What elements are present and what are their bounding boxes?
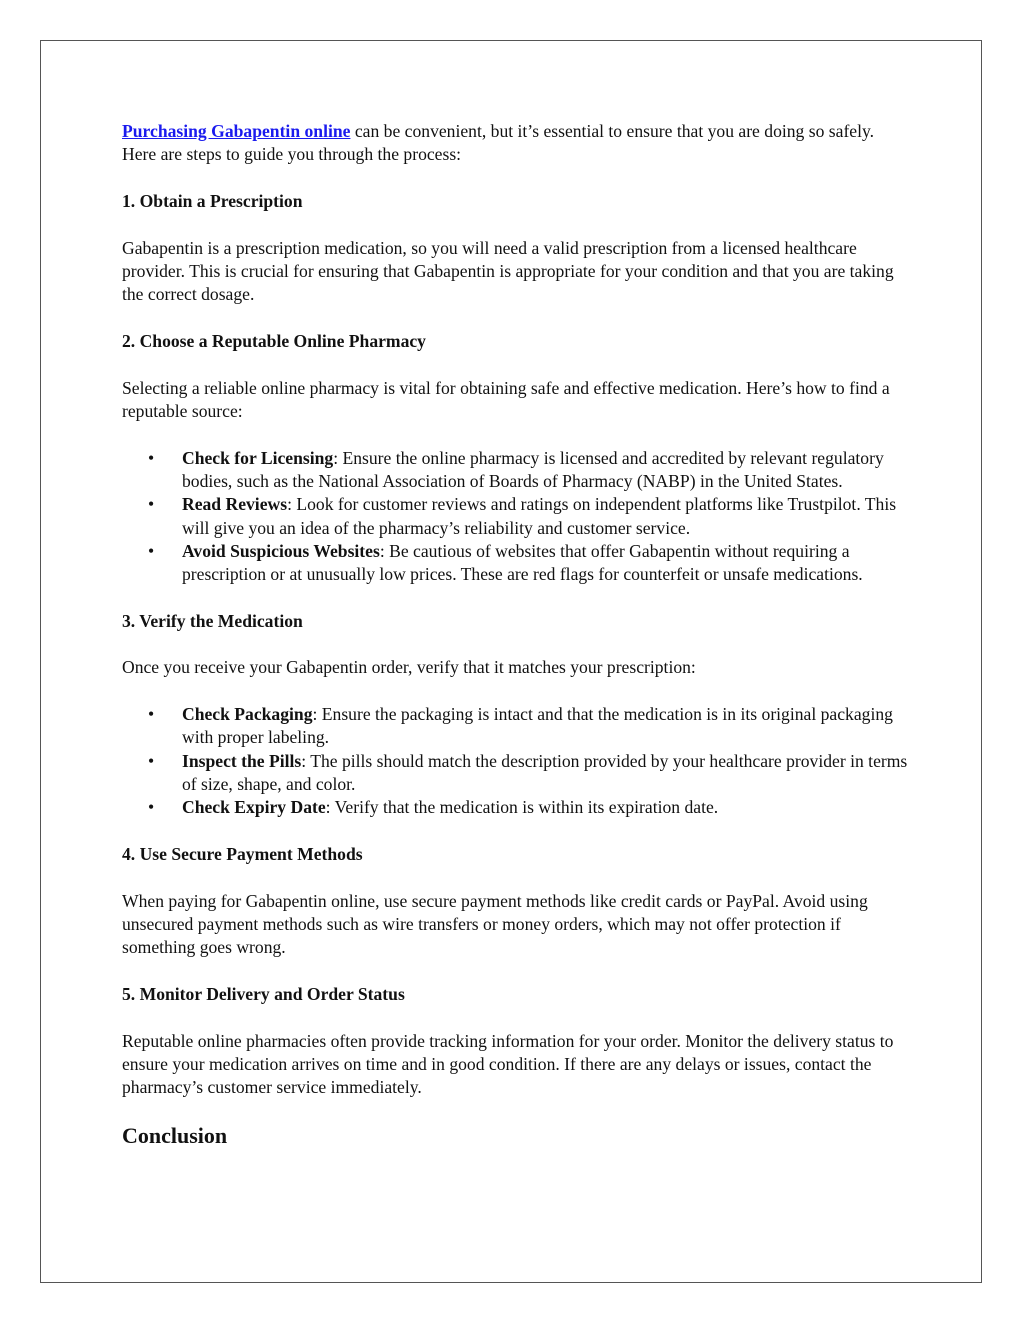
list-item bbox=[122, 447, 912, 494]
bullet-text: : Look for customer reviews and ratings on independent platforms like Trustpilot. This will give you an idea of the pharmacy’s reliability and customer service. bbox=[182, 494, 897, 538]
bullet-icon: • bbox=[148, 750, 155, 771]
section-heading-3: 3. Verify the Medication bbox=[122, 610, 303, 631]
bullet-term: Check Packaging bbox=[182, 704, 313, 725]
intro-text: can be convenient, but it’s essential to ensure that you are doing so safely. Here are steps to guide you through the process: bbox=[122, 121, 875, 165]
bullet-list-2 bbox=[122, 447, 912, 587]
section-heading-1: 1. Obtain a Prescription bbox=[122, 190, 303, 211]
list-item bbox=[122, 796, 912, 819]
bullet-text: : Ensure the packaging is intact and that the medication is in its original packaging with proper labeling. bbox=[182, 704, 893, 748]
section-paragraph-5: Reputable online pharmacies often provide tracking information for your order. Monitor the delivery status to ensure your medication arrives on time and in good condition. If there are any delays or issues, contact the pharmacy’s customer service immediately. bbox=[122, 1030, 894, 1098]
conclusion-heading: Conclusion bbox=[122, 1122, 228, 1148]
bullet-term: Check Expiry Date bbox=[182, 797, 326, 818]
bullet-text: : Verify that the medication is within its expiration date. bbox=[325, 797, 719, 818]
section-paragraph-3: Once you receive your Gabapentin order, verify that it matches your prescription: bbox=[122, 657, 696, 678]
bullet-term: Check for Licensing bbox=[182, 447, 334, 468]
section-heading-4: 4. Use Secure Payment Methods bbox=[122, 844, 363, 865]
document-body bbox=[122, 120, 912, 1150]
bullet-icon: • bbox=[148, 797, 155, 818]
intro-paragraph bbox=[122, 120, 912, 167]
list-item bbox=[122, 493, 912, 540]
bullet-icon: • bbox=[148, 494, 155, 515]
bullet-text: : Be cautious of websites that offer Gabapentin without requiring a prescription or at unusually low prices. These are red flags for counterfeit or unsafe medications. bbox=[182, 540, 863, 585]
bullet-term: Avoid Suspicious Websites bbox=[182, 540, 380, 561]
section-paragraph-1: Gabapentin is a prescription medication, so you will need a valid prescription from a licensed healthcare provider. This is crucial for ensuring that Gabapentin is appropriate for your condition and that you are taking the correct dosage. bbox=[122, 237, 894, 305]
list-item bbox=[122, 703, 912, 750]
purchasing-gabapentin-link[interactable]: Purchasing Gabapentin online bbox=[122, 121, 351, 141]
section-heading-5: 5. Monitor Delivery and Order Status bbox=[122, 984, 405, 1005]
bullet-term: Read Reviews bbox=[182, 494, 288, 515]
list-item bbox=[122, 540, 912, 587]
bullet-term: Inspect the Pills bbox=[182, 750, 302, 771]
bullet-text: : Ensure the online pharmacy is licensed and accredited by relevant regulatory bodies, such as the National Association of Boards of Pharmacy (NABP) in the United States. bbox=[182, 447, 884, 491]
bullet-icon: • bbox=[148, 540, 155, 561]
bullet-text: : The pills should match the description provided by your healthcare provider in terms of size, shape, and color. bbox=[182, 750, 908, 795]
document-page bbox=[40, 40, 982, 1283]
bullet-list-3 bbox=[122, 703, 912, 819]
section-paragraph-2: Selecting a reliable online pharmacy is vital for obtaining safe and effective medication. Here’s how to find a reputable source: bbox=[122, 377, 890, 421]
list-item bbox=[122, 750, 912, 797]
bullet-icon: • bbox=[148, 704, 155, 725]
bullet-icon: • bbox=[148, 447, 155, 468]
section-paragraph-4: When paying for Gabapentin online, use secure payment methods like credit cards or PayPal. Avoid using unsecured payment methods such as wire transfers or money orders, which may not offer protection if something goes wrong. bbox=[122, 890, 868, 958]
section-heading-2: 2. Choose a Reputable Online Pharmacy bbox=[122, 330, 426, 351]
